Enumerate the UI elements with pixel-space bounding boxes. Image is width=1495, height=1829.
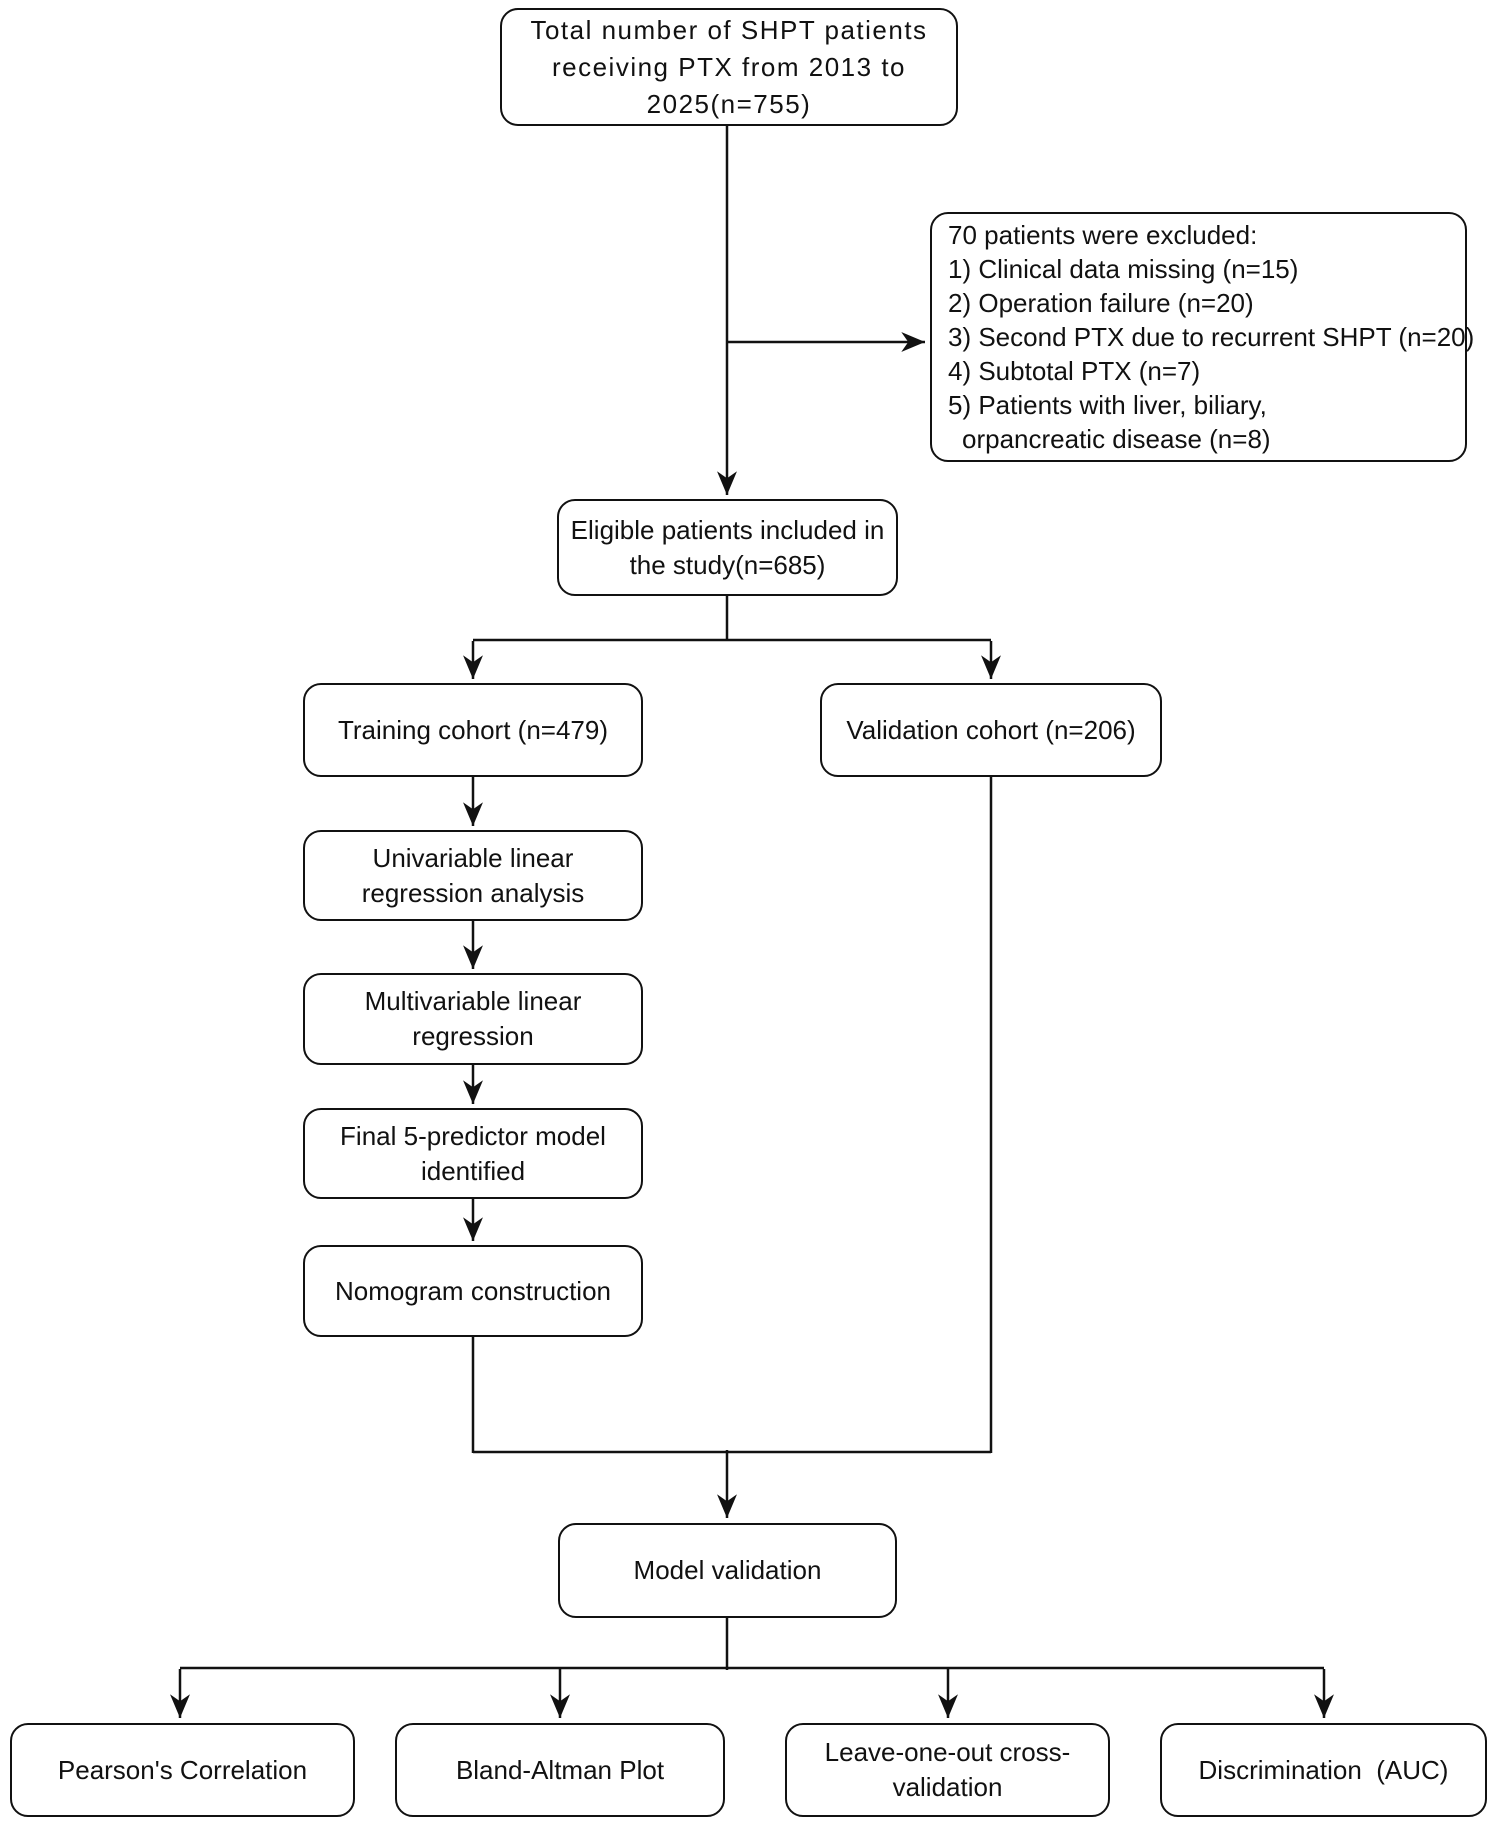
pearson-correlation-label: Pearson's Correlation	[57, 1754, 308, 1785]
eligible-patients-line: the study(n=685)	[629, 549, 826, 580]
final-model-box	[303, 1108, 643, 1199]
discrimination-auc-label: Discrimination (AUC)	[1198, 1754, 1449, 1785]
discrimination-auc-box	[1160, 1723, 1487, 1817]
loocv-line: validation	[892, 1772, 1003, 1802]
nomogram-construction-label: Nomogram construction	[335, 1275, 611, 1306]
final-model-line: identified	[420, 1155, 526, 1186]
exclusion-header: 70 patients were excluded:	[948, 220, 1258, 250]
multivariable-regression-box	[303, 973, 643, 1065]
validation-cohort-label: Validation cohort (n=206)	[846, 714, 1136, 745]
final-model-line: Final 5-predictor model	[340, 1120, 606, 1151]
multivariable-regression-line: Multivariable linear	[364, 986, 582, 1016]
loocv-line: Leave-one-out cross-	[824, 1737, 1071, 1767]
univariable-regression-box	[303, 830, 643, 921]
total-patients-line: Total number of SHPT patients	[530, 14, 928, 45]
pearson-correlation-box	[10, 1723, 355, 1817]
total-patients-line: receiving PTX from 2013 to	[551, 51, 907, 82]
nomogram-construction-box	[303, 1245, 643, 1337]
validation-cohort-box	[820, 683, 1162, 777]
exclusion-criteria-box	[930, 212, 1475, 462]
exclusion-item-continued: orpancreatic disease (n=8)	[962, 424, 1271, 454]
exclusion-item: 4) Subtotal PTX (n=7)	[948, 356, 1201, 386]
total-patients-line: 2025(n=755)	[646, 88, 812, 119]
eligible-patients-line: Eligible patients included in	[570, 514, 885, 545]
univariable-regression-line: Univariable linear	[372, 842, 574, 873]
exclusion-item: 5) Patients with liver, biliary,	[948, 390, 1267, 420]
model-validation-label: Model validation	[633, 1555, 822, 1585]
bland-altman-box	[395, 1723, 725, 1817]
bland-altman-label: Bland-Altman Plot	[455, 1754, 665, 1785]
exclusion-item: 1) Clinical data missing (n=15)	[948, 254, 1299, 284]
eligible-patients-box	[557, 499, 898, 596]
training-cohort-label: Training cohort (n=479)	[337, 714, 609, 745]
loocv-box	[785, 1723, 1110, 1817]
model-validation-box	[558, 1523, 897, 1618]
multivariable-regression-line: regression	[412, 1021, 534, 1051]
training-cohort-box	[303, 683, 643, 777]
exclusion-item: 3) Second PTX due to recurrent SHPT (n=20)	[948, 322, 1475, 352]
total-patients-box	[500, 8, 958, 126]
univariable-regression-line: regression analysis	[361, 877, 585, 908]
exclusion-item: 2) Operation failure (n=20)	[948, 288, 1254, 318]
